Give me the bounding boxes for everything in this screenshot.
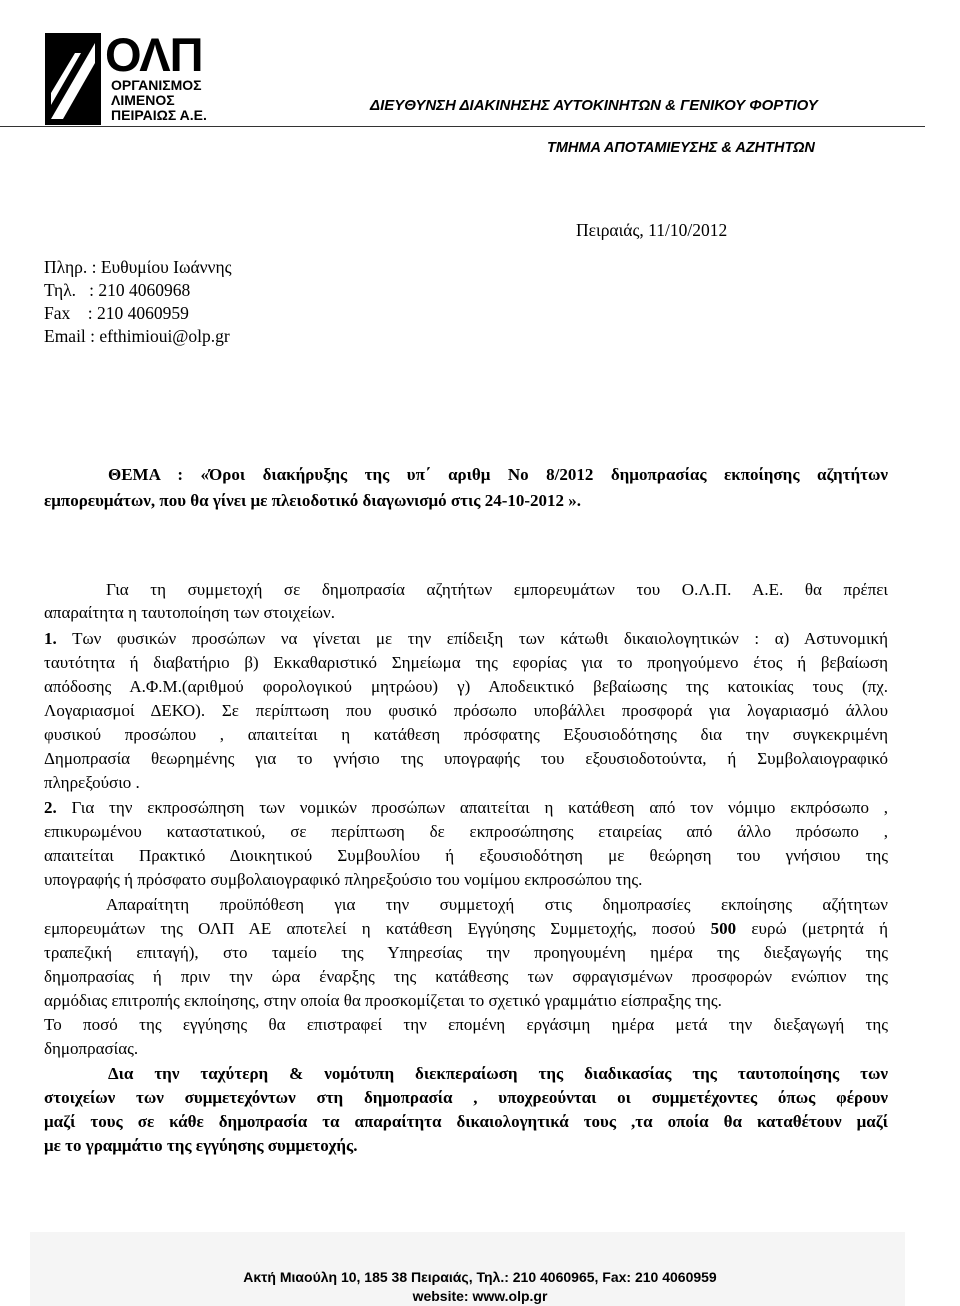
paragraph-3-line-5: αρμόδιας επιτροπής εκποίησης, στην οποία θα προσκομίζεται το σχετικό γραμμάτιο είσπραξης της.	[44, 991, 722, 1010]
department-heading: ΤΜΗΜΑ ΑΠΟΤΑΜΙΕΥΣΗΣ & ΑΖΗΤΗΤΩΝ	[547, 140, 815, 156]
paragraph-3-line-2	[44, 918, 888, 940]
paragraph-1-text-1: Των φυσικών προσώπων να γίνεται με την επίδειξη των κάτωθι δικαιολογητικών : α) Αστυνομική	[56, 629, 888, 648]
paragraph-3-line-3: τραπεζική επιταγή), στο ταμείο της Υπηρεσίας την προηγουμένη ημέρα της διεξαγωγής της	[44, 943, 888, 962]
footer-website: website: www.olp.gr	[412, 1288, 548, 1304]
logo-org-line-1: ΟΡΓΑΝΙΣΜΟΣ	[111, 77, 202, 93]
contact-phone: Τηλ. : 210 4060968	[44, 280, 191, 300]
paragraph-1-line-3: απόδοσης Α.Φ.Μ.(αριθμού φορολογικού μητρώου) γ) Αποδεικτικό βεβαίωσης της κατοικίας τους (πχ.	[44, 677, 888, 696]
paragraph-3-line-1: Απαραίτητη προϋπόθεση για την συμμετοχή στις δημοπρασίες εκποίησης αζήτητων	[106, 895, 888, 914]
paragraph-4-line-2: δημοπρασίας.	[44, 1039, 139, 1058]
paragraph-1-number: 1.	[44, 629, 57, 648]
paragraph-5-line-2: στοιχείων των συμμετεχόντων στη δημοπρασία , υποχρεούνται οι συμμετέχοντες όπως φέρουν	[44, 1088, 888, 1107]
paragraph-1-line-7: πληρεξούσιο .	[44, 773, 140, 792]
paragraph-2-text-1: Για την εκπροσώπηση των νομικών προσώπων απαιτείται η κατάθεση από τον νόμιμο εκπρόσωπο ,	[56, 798, 888, 817]
paragraph-5-line-3: μαζί τους σε κάθε δημοπρασία τα απαραίτητα δικαιολογητικά τους ,τα οποία θα καταθέτουν μαζί	[44, 1112, 888, 1131]
paragraph-4-line-1: Το ποσό της εγγύησης θα επιστραφεί την επομένη εργάσιμη ημέρα μετά την διεξαγωγή της	[44, 1015, 888, 1034]
paragraph-1-line-6: Δημοπρασία θεωρημένης για το γνήσιο της υπογραφής του εξουσιοδοτούντα, ή Συμβολαιογραφικό	[44, 749, 888, 768]
date-line: Πειραιάς, 11/10/2012	[576, 220, 728, 240]
paragraph-3-line-4: δημοπρασίας ή πριν την ώρα έναρξης της κατάθεσης των σφραγισμένων προσφορών ενώπιον της	[44, 967, 888, 986]
contact-fax: Fax : 210 4060959	[44, 303, 189, 323]
paragraph-1-line-2: ταυτότητα ή διαβατήριο β) Εκκαθαριστικό Σημείωμα της εφορίας για το προηγούμενο έτος ή βεβαίωση	[44, 653, 888, 672]
paragraph-2-number: 2.	[44, 798, 57, 817]
logo-wordmark: ΟΛΠ	[105, 28, 203, 81]
paragraph-5-line-1: Δια την ταχύτερη & νομότυπη διεκπεραίωση της διαδικασίας της ταυτοποίησης των	[108, 1064, 888, 1083]
header-divider	[0, 126, 925, 127]
paragraph-1-line-5: φυσικού προσώπου , απαιτείται η κατάθεση πρόσφατης Εξουσιοδότησης δια την συγκεκριμένη	[44, 725, 888, 744]
paragraph-3-text-2b: ευρώ (μετρητά ή	[736, 919, 888, 938]
paragraph-3-text-2a: εμπορευμάτων της ΟΛΠ ΑΕ αποτελεί η κατάθεση Εγγύησης Συμμετοχής, ποσού	[44, 919, 711, 938]
contact-email: Email : efthimioui@olp.gr	[44, 326, 230, 346]
paragraph-2-line-4: υπογραφής ή πρόσφατο συμβολαιογραφικό πληρεξούσιο του νομίμου εκπροσώπου της.	[44, 870, 643, 889]
paragraph-2-line-2: επικυρωμένου καταστατικού, σε περίπτωση δε εκπροσώπησης εταιρείας από άλλο πρόσωπο ,	[44, 822, 888, 841]
paragraph-1-line-4: Λογαριασμοί ΔΕΚΟ). Σε περίπτωση που φυσικό πρόσωπο υποβάλλει προσφορά για λογαριασμό άλλου	[44, 701, 888, 720]
logo-org-line-2: ΛΙΜΕΝΟΣ	[111, 92, 175, 108]
guarantee-amount: 500	[710, 919, 737, 938]
paragraph-2-line-3: απαιτείται Πρακτικό Διοικητικού Συμβουλίου ή εξουσιοδότηση με θεώρηση του γνήσιου της	[44, 846, 888, 865]
intro-line-1: Για τη συμμετοχή σε δημοπρασία αζητήτων εμπορευμάτων του Ο.Λ.Π. Α.Ε. θα πρέπει	[106, 580, 888, 599]
olp-emblem-icon	[45, 33, 101, 125]
paragraph-1-line-1	[44, 628, 888, 650]
paragraph-2-line-1	[44, 797, 888, 819]
logo-org-line-3: ΠΕΙΡΑΙΩΣ Α.Ε.	[111, 107, 207, 123]
footer-address: Ακτή Μιαούλη 10, 185 38 Πειραιάς, Τηλ.: 210 4060965, Fax: 210 4060959	[243, 1269, 717, 1285]
directorate-heading: ΔΙΕΥΘΥΝΣΗ ΔΙΑΚΙΝΗΣΗΣ ΑΥΤΟΚΙΝΗΤΩΝ & ΓΕΝΙΚΟΥ ΦΟΡΤΙΟΥ	[370, 97, 818, 114]
intro-line-2: απαραίτητα η ταυτοποίηση των στοιχείων.	[44, 603, 335, 622]
contact-name: Πληρ. : Ευθυμίου Ιωάννης	[44, 257, 232, 277]
olp-logo	[45, 28, 215, 129]
paragraph-5-line-4: με το γραμμάτιο της εγγύησης συμμετοχής.	[44, 1136, 358, 1155]
subject-line-2: εμπορευμάτων, που θα γίνει με πλειοδοτικό διαγωνισμό στις 24-10-2012 ».	[44, 491, 582, 510]
subject-line-1: ΘΕΜΑ : «Όροι διακήρυξης της υπ΄ αριθμ Νο 8/2012 δημοπρασίας εκποίησης αζητήτων	[108, 465, 888, 484]
